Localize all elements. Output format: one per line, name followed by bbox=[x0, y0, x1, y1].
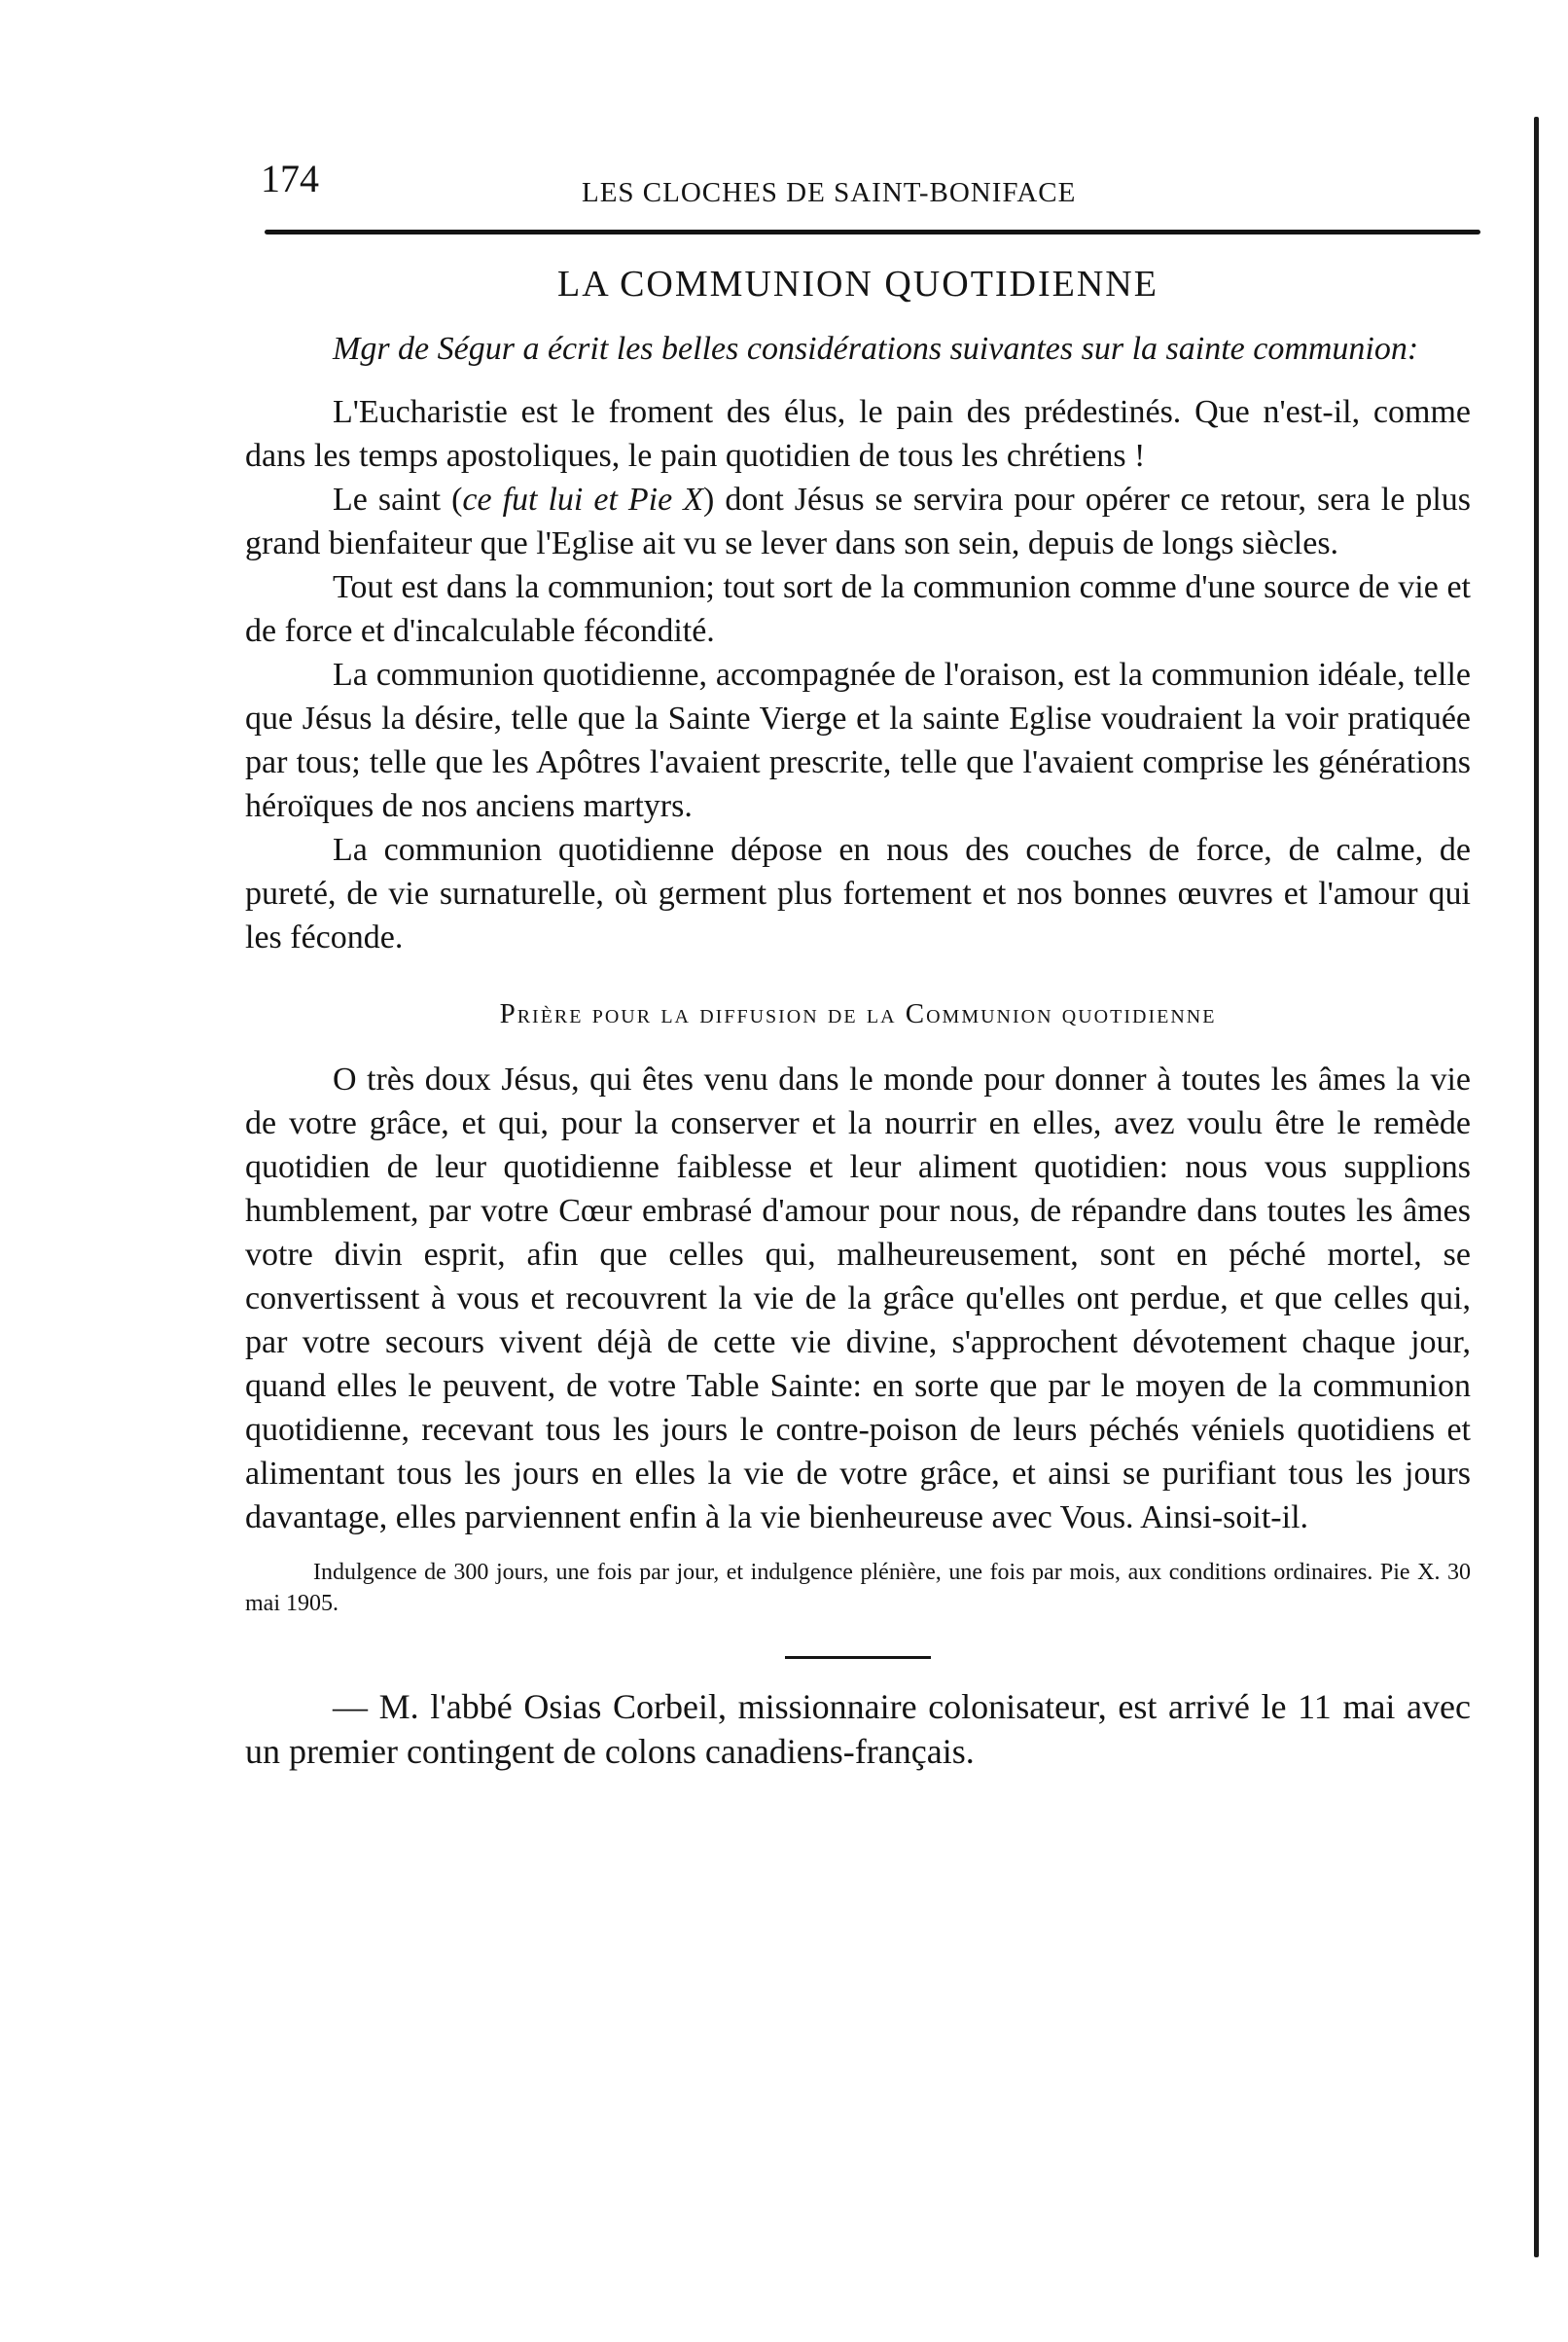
page-number: 174 bbox=[261, 157, 319, 200]
indulgence-note: Indulgence de 300 jours, une fois par jour, et indulgence plénière, une fois par mois, aux conditions ordinaires. Pie X. 30 mai 1905. bbox=[245, 1560, 1471, 1616]
page-content bbox=[245, 263, 1471, 1774]
saint-end: ) dont Jésus se servira pour opérer ce retour, sera le plus grand bienfaiteur que l'Eglise ait vu se lever dans son sein, depuis de longs siècles. bbox=[245, 482, 1471, 561]
prayer-heading: Prière pour la diffusion de la Communion quotidienne bbox=[499, 998, 1217, 1029]
article-intro bbox=[245, 327, 1471, 371]
paragraph-4: La communion quotidienne dépose en nous des couches de force, de calme, de pureté, de vie surnaturelle, où germent plus fortement et nos bonnes œuvres et l'amour qui les féconde. bbox=[245, 832, 1471, 955]
paragraph-3: La communion quotidienne, accompagnée de l'oraison, est la communion idéale, telle que Jésus la désire, telle que la Sainte Vierge et la sainte Eglise voudraient la voir pratiquée par tous; telle que les Apôtres l'avaient prescrite, telle que l'avaient comprise les générations héroïques de nos anciens martyrs. bbox=[245, 657, 1471, 824]
article-title: LA COMMUNION QUOTIDIENNE bbox=[557, 264, 1158, 305]
paragraph-saint bbox=[245, 478, 1471, 565]
page-edge-line bbox=[1534, 117, 1539, 2257]
intro-text: a écrit les belles considérations suivantes sur la sainte communion: bbox=[514, 331, 1419, 367]
intro-author: Mgr de Ségur bbox=[333, 331, 515, 367]
running-head: LES CLOCHES DE SAINT-BONIFACE bbox=[582, 177, 1077, 208]
header-rule bbox=[265, 230, 1480, 234]
saint-aside: ce fut lui et Pie X bbox=[462, 482, 703, 518]
news-item: — M. l'abbé Osias Corbeil, missionnaire colonisateur, est arrivé le 11 mai avec un premier contingent de colons canadiens-français. bbox=[245, 1687, 1471, 1771]
page-header bbox=[261, 156, 1486, 214]
paragraph-2: Tout est dans la communion; tout sort de la communion comme d'une source de vie et de force et d'incalculable fécondité. bbox=[245, 569, 1471, 649]
section-divider bbox=[785, 1656, 931, 1659]
saint-start: Le saint ( bbox=[333, 482, 463, 518]
paragraph-1: L'Eucharistie est le froment des élus, le pain des prédestinés. Que n'est-il, comme dans les temps apostoliques, le pain quotidien de tous les chrétiens ! bbox=[245, 394, 1471, 474]
prayer-text: O très doux Jésus, qui êtes venu dans le monde pour donner à toutes les âmes la vie de votre grâce, et qui, pour la conserver et la nourrir en elles, avez voulu être le remède quotidien de leur quotidienne faiblesse et leur aliment quotidien: nous vous supplions humblement, par votre Cœur embrasé d'amour pour nous, de répandre dans toutes les âmes votre divin esprit, afin que celles qui, malheureusement, sont en péché mortel, se convertissent à vous et recouvrent la vie de la grâce qu'elles ont perdue, et que celles qui, par votre secours vivent déjà de cette vie divine, s'approchent dévotement chaque jour, quand elles le peuvent, de votre Table Sainte: en sorte que par le moyen de la communion quotidienne, recevant tous les jours le contre-poison de leurs péchés véniels quotidiens et alimentant tous les jours en elles la vie de votre grâce, et ainsi se purifiant tous les jours davantage, elles parviennent enfin à la vie bienheureuse avec Vous. Ainsi-soit-il. bbox=[245, 1062, 1471, 1535]
